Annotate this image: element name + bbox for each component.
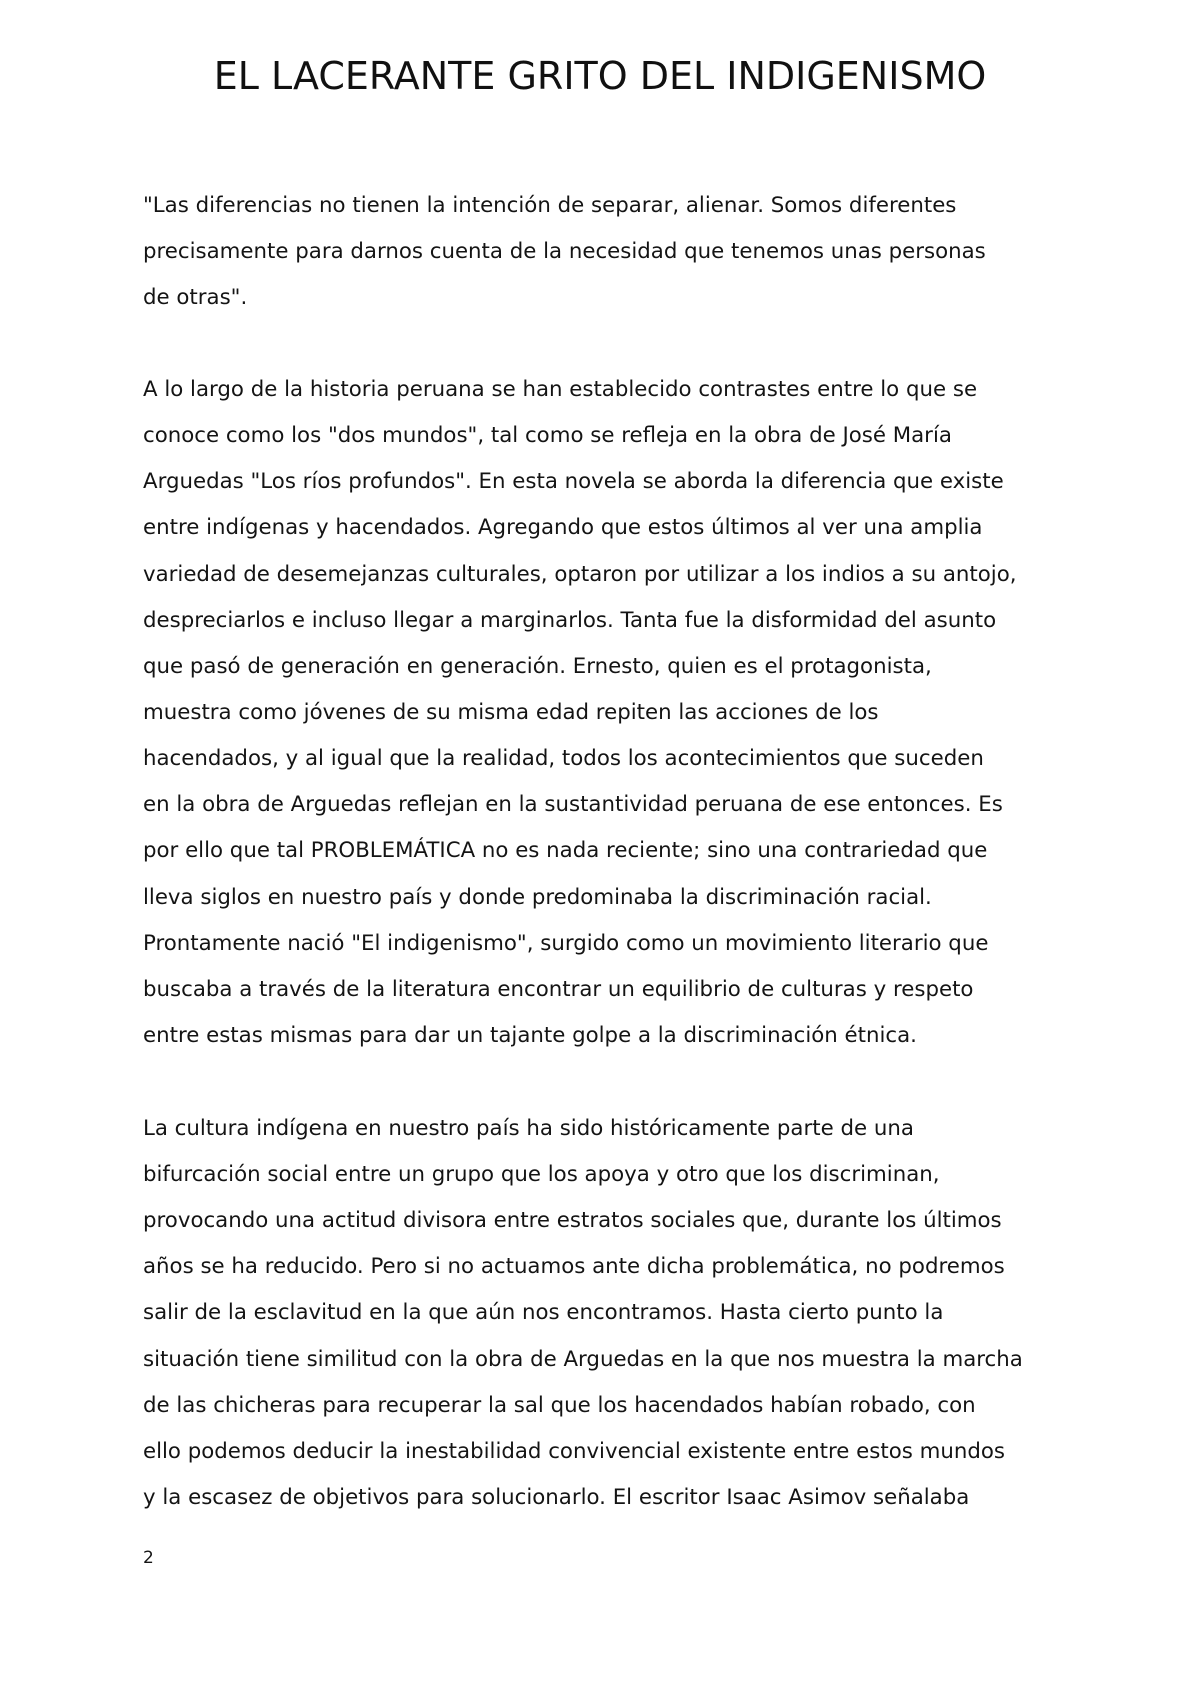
body-text-line: de las chicheras para recuperar la sal que los hacendados habían robado, con xyxy=(143,1393,976,1418)
body-text-line: entre estas mismas para dar un tajante golpe a la discriminación étnica. xyxy=(143,1023,917,1048)
body-text-line: años se ha reducido. Pero si no actuamos ante dicha problemática, no podremos xyxy=(143,1254,1005,1279)
body-text-line: variedad de desemejanzas culturales, optaron por utilizar a los indios a su antojo, xyxy=(143,562,1017,587)
body-text-line: provocando una actitud divisora entre estratos sociales que, durante los últimos xyxy=(143,1208,1002,1233)
body-text-line: entre indígenas y hacendados. Agregando que estos últimos al ver una amplia xyxy=(143,515,983,540)
body-text-line: muestra como jóvenes de su misma edad repiten las acciones de los xyxy=(143,700,879,725)
body-text-line: lleva siglos en nuestro país y donde predominaba la discriminación racial. xyxy=(143,885,932,910)
body-text-line: conoce como los "dos mundos", tal como se refleja en la obra de José María xyxy=(143,423,952,448)
body-text-line: salir de la esclavitud en la que aún nos encontramos. Hasta cierto punto la xyxy=(143,1300,944,1325)
body-text-line: A lo largo de la historia peruana se han establecido contrastes entre lo que se xyxy=(143,377,978,402)
body-text-line: de otras". xyxy=(143,285,248,310)
page-number: 2 xyxy=(143,1548,154,1568)
body-text-line: hacendados, y al igual que la realidad, todos los acontecimientos que suceden xyxy=(143,746,984,771)
body-text-line: "Las diferencias no tienen la intención de separar, alienar. Somos diferentes xyxy=(143,193,957,218)
body-text-line: ello podemos deducir la inestabilidad convivencial existente entre estos mundos xyxy=(143,1439,1005,1464)
body-text-line: y la escasez de objetivos para solucionarlo. El escritor Isaac Asimov señalaba xyxy=(143,1485,970,1510)
body-text-line: buscaba a través de la literatura encontrar un equilibrio de culturas y respeto xyxy=(143,977,974,1002)
body-text-line: despreciarlos e incluso llegar a marginarlos. Tanta fue la disformidad del asunto xyxy=(143,608,997,633)
body-text-line: bifurcación social entre un grupo que los apoya y otro que los discriminan, xyxy=(143,1162,940,1187)
body-text-line: La cultura indígena en nuestro país ha sido históricamente parte de una xyxy=(143,1116,914,1141)
body-text-line: Prontamente nació "El indigenismo", surgido como un movimiento literario que xyxy=(143,931,989,956)
body-text-line: que pasó de generación en generación. Ernesto, quien es el protagonista, xyxy=(143,654,932,679)
body-text-line: Arguedas "Los ríos profundos". En esta novela se aborda la diferencia que existe xyxy=(143,469,1004,494)
document-title: EL LACERANTE GRITO DEL INDIGENISMO xyxy=(213,54,987,98)
body-text-line: en la obra de Arguedas reflejan en la sustantividad peruana de ese entonces. Es xyxy=(143,792,1003,817)
body-text-line: precisamente para darnos cuenta de la necesidad que tenemos unas personas xyxy=(143,239,986,264)
body-text-line: situación tiene similitud con la obra de Arguedas en la que nos muestra la marcha xyxy=(143,1347,1023,1372)
body-text-line: por ello que tal PROBLEMÁTICA no es nada reciente; sino una contrariedad que xyxy=(143,838,988,863)
